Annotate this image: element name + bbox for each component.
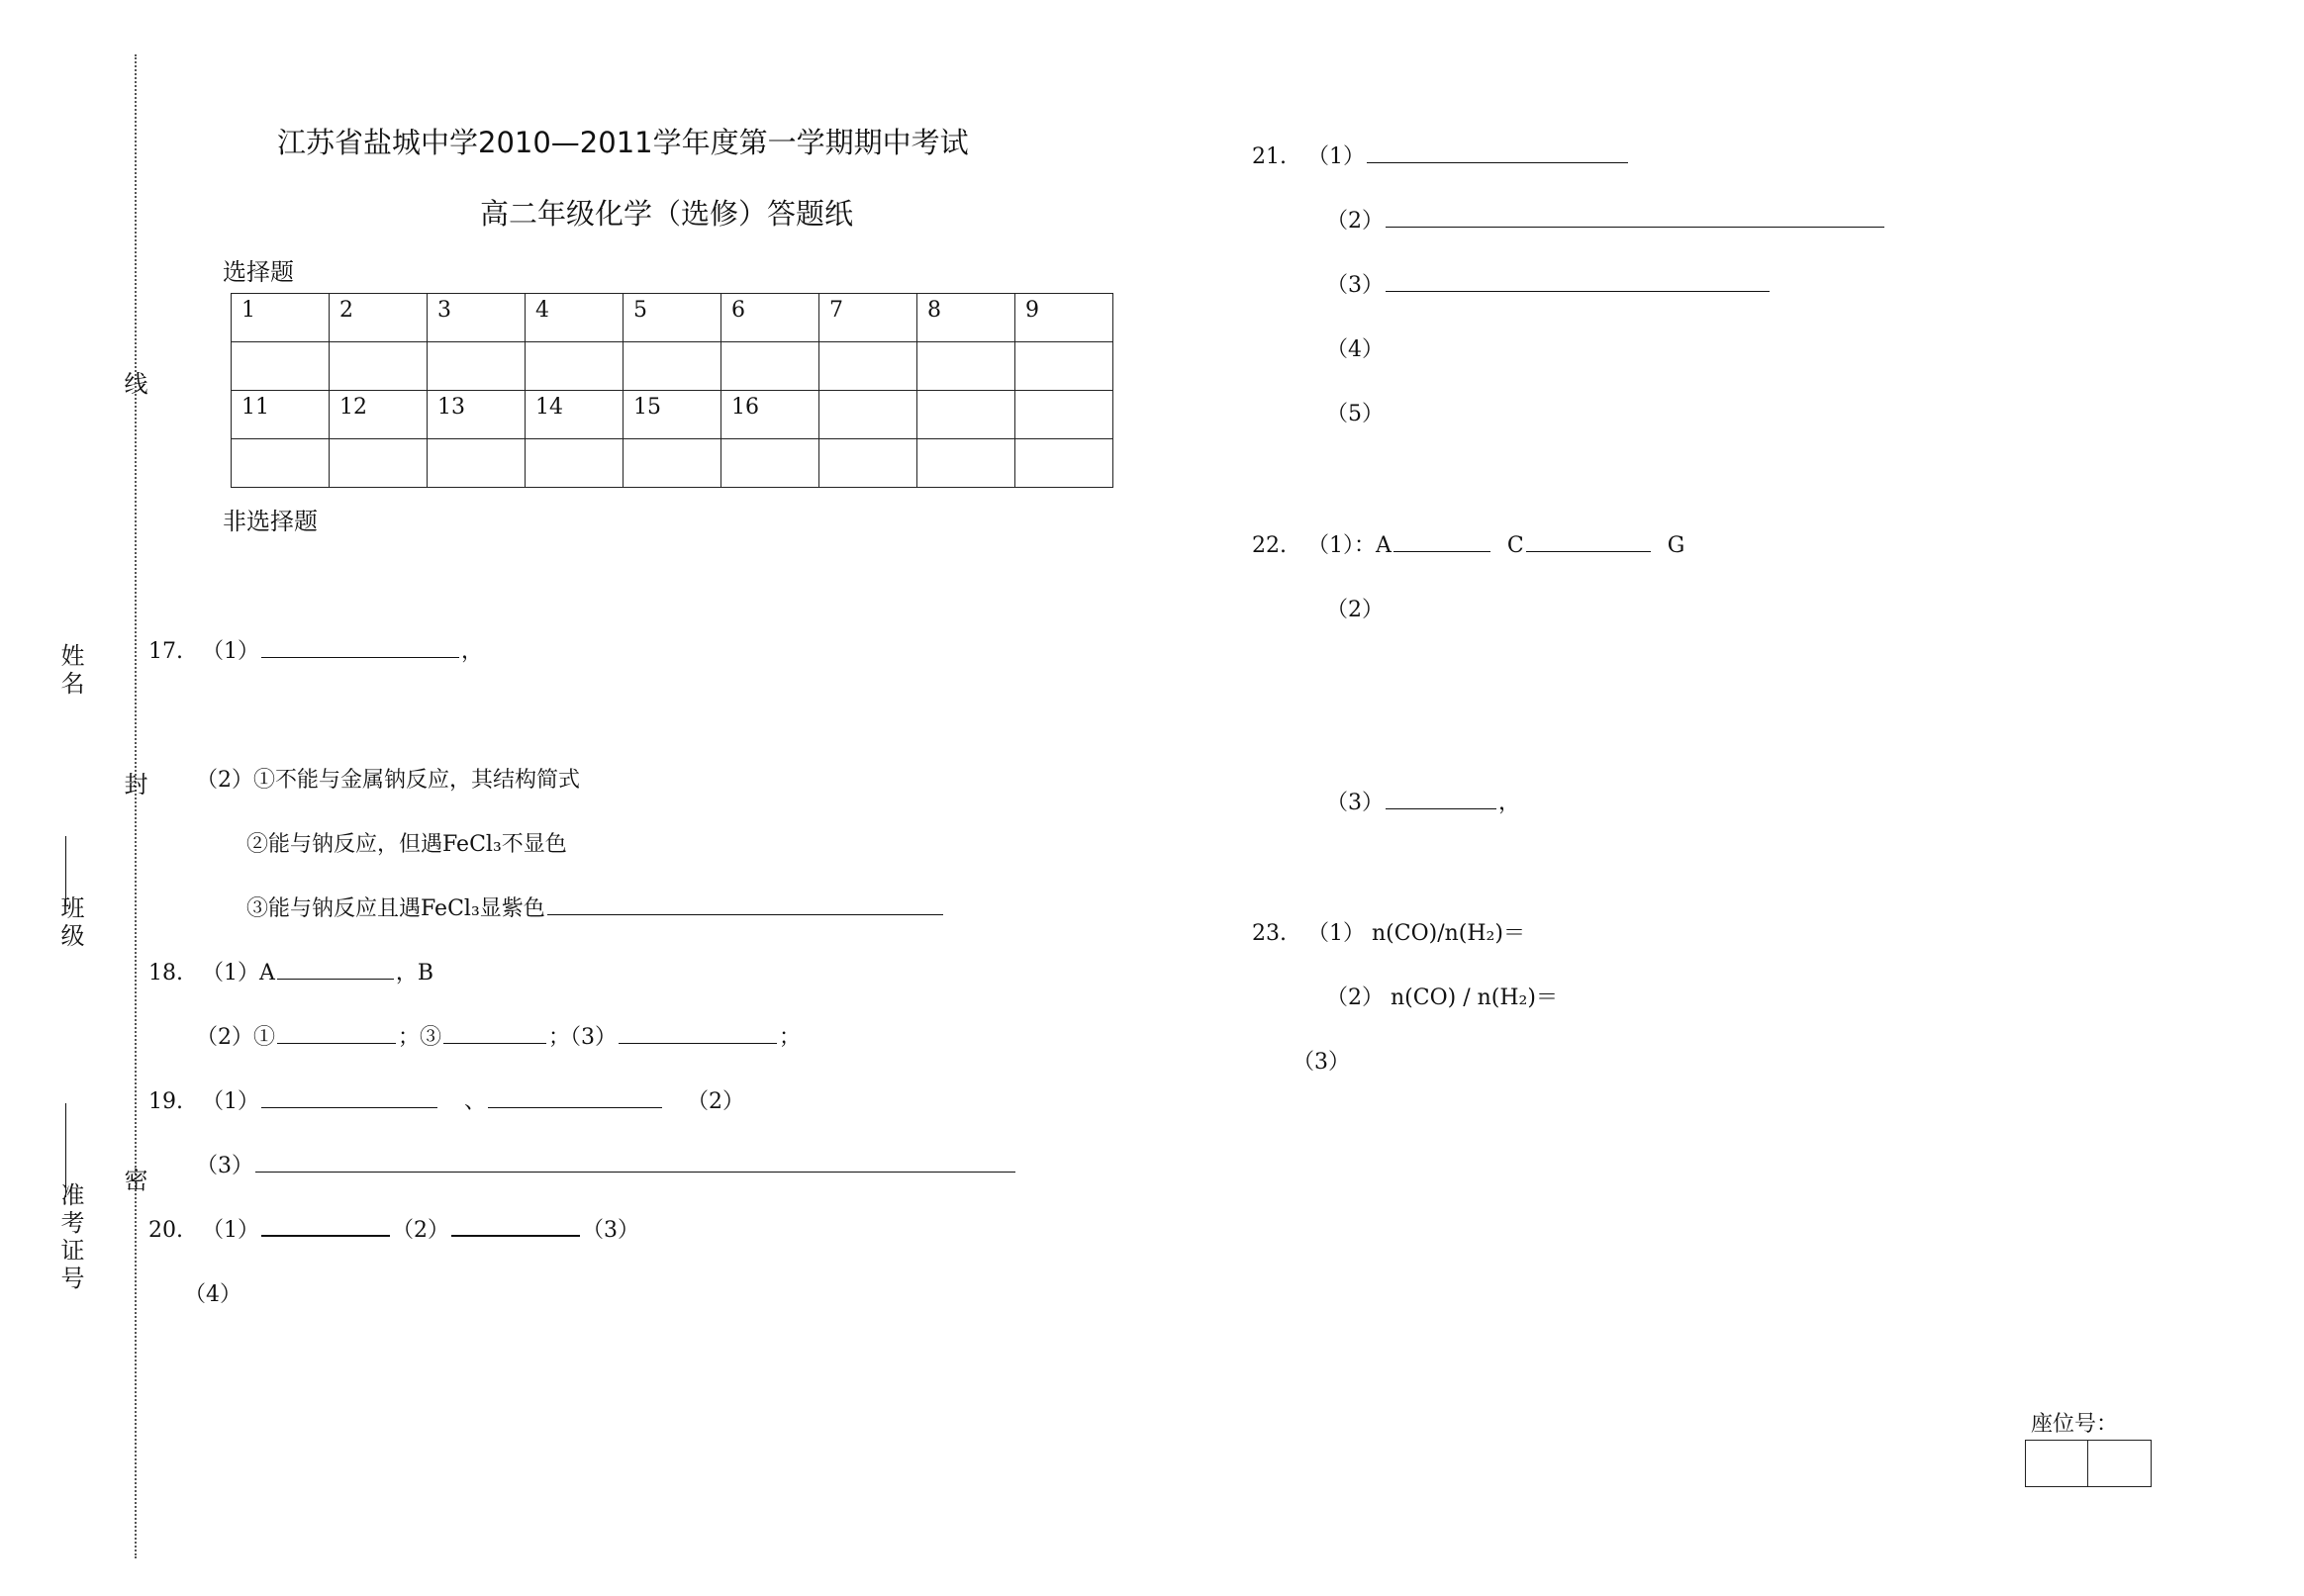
- q18-blank-3[interactable]: [443, 1023, 546, 1044]
- answer-cell[interactable]: [819, 439, 917, 488]
- answer-cell[interactable]: [721, 439, 819, 488]
- q17-p1-end: ，: [461, 639, 484, 664]
- answer-cell[interactable]: [721, 342, 819, 391]
- q17-part2: [196, 763, 580, 794]
- table-cell: 11: [232, 391, 330, 439]
- class-fill-line[interactable]: [65, 836, 66, 905]
- binding-secret-char: 密: [120, 1168, 147, 1195]
- q21-p3: （3）: [1326, 273, 1384, 298]
- q19-l2: （3）: [196, 1154, 253, 1178]
- answer-cell[interactable]: [917, 342, 1015, 391]
- q22-p3-end: ，: [1498, 791, 1521, 815]
- q19-blank-1b[interactable]: [488, 1087, 662, 1108]
- q20-number: 20.: [148, 1218, 183, 1243]
- table-cell: [917, 391, 1015, 439]
- q20-blank-1[interactable]: [261, 1215, 390, 1237]
- q21-line2: [1326, 204, 1886, 235]
- q20-blank-2[interactable]: [451, 1215, 580, 1237]
- table-cell: 16: [721, 391, 819, 439]
- seat-label: 座位号：: [2031, 1412, 2119, 1437]
- q20-l1b: （2）: [392, 1218, 449, 1243]
- table-cell: 6: [721, 294, 819, 342]
- q23-p1: （1）: [1307, 921, 1365, 946]
- table-cell: [819, 391, 917, 439]
- q19-l1: （1）: [202, 1089, 259, 1114]
- q21-p2: （2）: [1326, 209, 1384, 234]
- q18-l2c: ；（3）: [548, 1025, 618, 1050]
- q23-line2: [1326, 981, 1558, 1011]
- exam-id-label: 准考证号: [56, 1182, 84, 1293]
- q19-l1-end: （2）: [687, 1089, 745, 1114]
- table-cell: 4: [526, 294, 624, 342]
- table-row: [232, 391, 1113, 439]
- q23-number: 23.: [1252, 921, 1287, 946]
- q22-line1: [1252, 528, 1684, 559]
- table-row: [232, 294, 1113, 342]
- q21-line3: [1326, 268, 1772, 299]
- answer-cell[interactable]: [526, 342, 624, 391]
- q18-l1-mid: ，B: [395, 961, 434, 986]
- q20-l1c: （3）: [582, 1218, 639, 1243]
- q23-p1-expr: n(CO)/n(H₂)＝: [1372, 921, 1525, 946]
- page-title: 江苏省盐城中学2010—2011学年度第一学期期中考试: [277, 126, 969, 159]
- q22-p3: （3）: [1326, 791, 1384, 815]
- q21-number: 21.: [1252, 144, 1287, 169]
- q23-p2: （2）: [1326, 986, 1384, 1010]
- answer-cell[interactable]: [1015, 342, 1113, 391]
- q17-number: 17.: [148, 639, 183, 664]
- q20-l2: （4）: [184, 1282, 241, 1307]
- answer-cell[interactable]: [1015, 439, 1113, 488]
- binding-dotted-line: [135, 54, 137, 1558]
- q17-p2c: ③能与钠反应且遇FeCl₃显紫色: [246, 896, 545, 921]
- q21-line1: [1252, 140, 1630, 170]
- answer-cell[interactable]: [330, 439, 428, 488]
- table-cell: 2: [330, 294, 428, 342]
- table-cell: 5: [624, 294, 721, 342]
- q20-line1: [148, 1213, 639, 1244]
- q18-line2: [196, 1020, 801, 1051]
- q18-l2a: （2）①: [196, 1025, 275, 1050]
- q23-p2-expr: n(CO) / n(H₂)＝: [1391, 986, 1558, 1010]
- q22-blank-3[interactable]: [1386, 789, 1496, 809]
- q18-blank-1[interactable]: [277, 1023, 396, 1044]
- table-cell: 13: [428, 391, 526, 439]
- table-cell: [1015, 391, 1113, 439]
- table-cell: 9: [1015, 294, 1113, 342]
- answer-cell[interactable]: [232, 439, 330, 488]
- q17-p2c-line: [246, 892, 945, 922]
- answer-cell[interactable]: [624, 342, 721, 391]
- answer-cell[interactable]: [330, 342, 428, 391]
- table-cell: 12: [330, 391, 428, 439]
- q17-p2b: ②能与钠反应，但遇FeCl₃不显色: [246, 832, 567, 857]
- name-label: 姓名: [56, 643, 84, 699]
- seat-box-divider: [2087, 1441, 2088, 1486]
- q18-blank-q3[interactable]: [619, 1023, 777, 1044]
- q22-p2: （2）: [1326, 598, 1384, 622]
- answer-cell[interactable]: [232, 342, 330, 391]
- table-cell: 14: [526, 391, 624, 439]
- q19-line2: [196, 1149, 1017, 1179]
- q22-blank-c[interactable]: [1526, 531, 1651, 552]
- choice-answer-table: [231, 293, 1113, 488]
- q21-p5: （5）: [1326, 402, 1384, 426]
- q22-line3: [1326, 786, 1520, 816]
- q22-number: 22.: [1252, 533, 1287, 558]
- class-label: 班级: [56, 895, 84, 951]
- q18-a-blank[interactable]: [277, 959, 394, 980]
- q19-l1-mid: 、: [464, 1089, 487, 1114]
- q17-p1-blank[interactable]: [261, 637, 459, 658]
- q17-p2a: ①不能与金属钠反应，其结构简式: [253, 768, 581, 793]
- q21-blank-3[interactable]: [1386, 271, 1770, 292]
- choice-label: 选择题: [223, 258, 294, 286]
- answer-cell[interactable]: [917, 439, 1015, 488]
- q19-line1: [148, 1084, 744, 1115]
- q17: [148, 634, 483, 665]
- q23-p3: （3）: [1293, 1050, 1350, 1075]
- q19-blank-1a[interactable]: [261, 1087, 437, 1108]
- q18-l1: （1）A: [202, 961, 275, 986]
- table-cell: 15: [624, 391, 721, 439]
- q22-blank-a[interactable]: [1393, 531, 1490, 552]
- table-cell: 1: [232, 294, 330, 342]
- answer-cell[interactable]: [526, 439, 624, 488]
- q17-p2c-blank[interactable]: [547, 894, 943, 915]
- table-cell: 8: [917, 294, 1015, 342]
- q19-number: 19.: [148, 1089, 183, 1114]
- nonchoice-label: 非选择题: [223, 508, 318, 535]
- table-cell: 3: [428, 294, 526, 342]
- q19-blank-3[interactable]: [255, 1152, 1015, 1173]
- q17-p2-label: （2）: [196, 768, 253, 793]
- page-subtitle: 高二年级化学（选修）答题纸: [480, 197, 854, 231]
- q21-blank-2[interactable]: [1386, 207, 1884, 228]
- answer-cell[interactable]: [624, 439, 721, 488]
- table-row: [232, 342, 1113, 391]
- q18-line1: [148, 956, 433, 986]
- answer-cell[interactable]: [428, 342, 526, 391]
- q20-l1: （1）: [202, 1218, 259, 1243]
- q18-number: 18.: [148, 961, 183, 986]
- q21-p4: （4）: [1326, 337, 1384, 362]
- q18-l2b: ；③: [398, 1025, 442, 1050]
- q23-line1: [1252, 916, 1525, 947]
- q22-p1-c: C: [1506, 533, 1524, 558]
- q18-l2-end: ；: [779, 1025, 802, 1050]
- seat-number-box[interactable]: [2025, 1440, 2152, 1487]
- q17-part1: （1）: [202, 639, 259, 664]
- q21-p1: （1）: [1307, 144, 1365, 169]
- table-row: [232, 439, 1113, 488]
- table-cell: 7: [819, 294, 917, 342]
- binding-line-char: 线: [120, 371, 147, 399]
- answer-cell[interactable]: [819, 342, 917, 391]
- q22-p1-g: G: [1667, 533, 1685, 558]
- answer-cell[interactable]: [428, 439, 526, 488]
- q22-p1: （1）：A: [1307, 533, 1392, 558]
- q21-blank-1[interactable]: [1367, 142, 1628, 163]
- exam-id-fill-line[interactable]: [65, 1103, 66, 1197]
- binding-seal-char: 封: [120, 772, 147, 799]
